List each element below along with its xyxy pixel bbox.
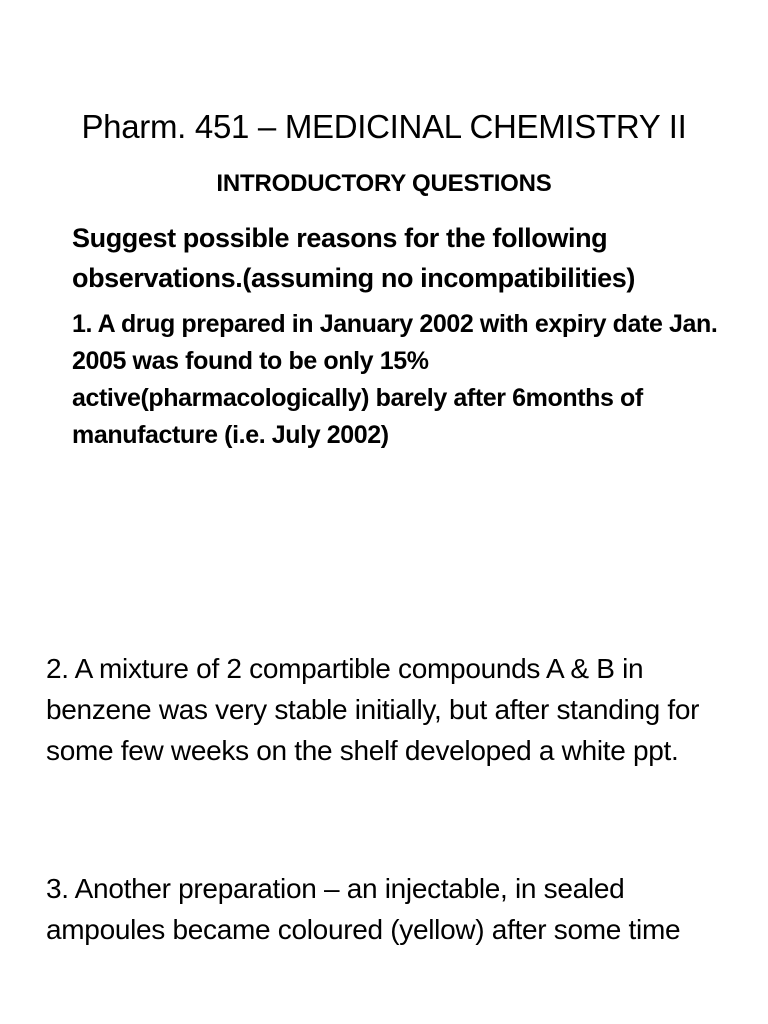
question-3: 3. Another preparation – an injectable, in sealed ampoules became coloured (yellow) after some time bbox=[46, 873, 681, 945]
instruction-text: Suggest possible reasons for the following observations.(assuming no incompatibilities) bbox=[72, 223, 635, 293]
question-1: 1. A drug prepared in January 2002 with expiry date Jan. 2005 was found to be only 15% active(pharmacologically) barely after 6months of manufacture (i.e. July 2002) bbox=[72, 310, 718, 449]
page-subtitle: INTRODUCTORY QUESTIONS bbox=[216, 170, 552, 197]
question-2: 2. A mixture of 2 compartible compounds A & B in benzene was very stable initially, but after standing for some few weeks on the shelf developed a white ppt. bbox=[46, 653, 700, 766]
page-title: Pharm. 451 – MEDICINAL CHEMISTRY II bbox=[81, 108, 687, 145]
